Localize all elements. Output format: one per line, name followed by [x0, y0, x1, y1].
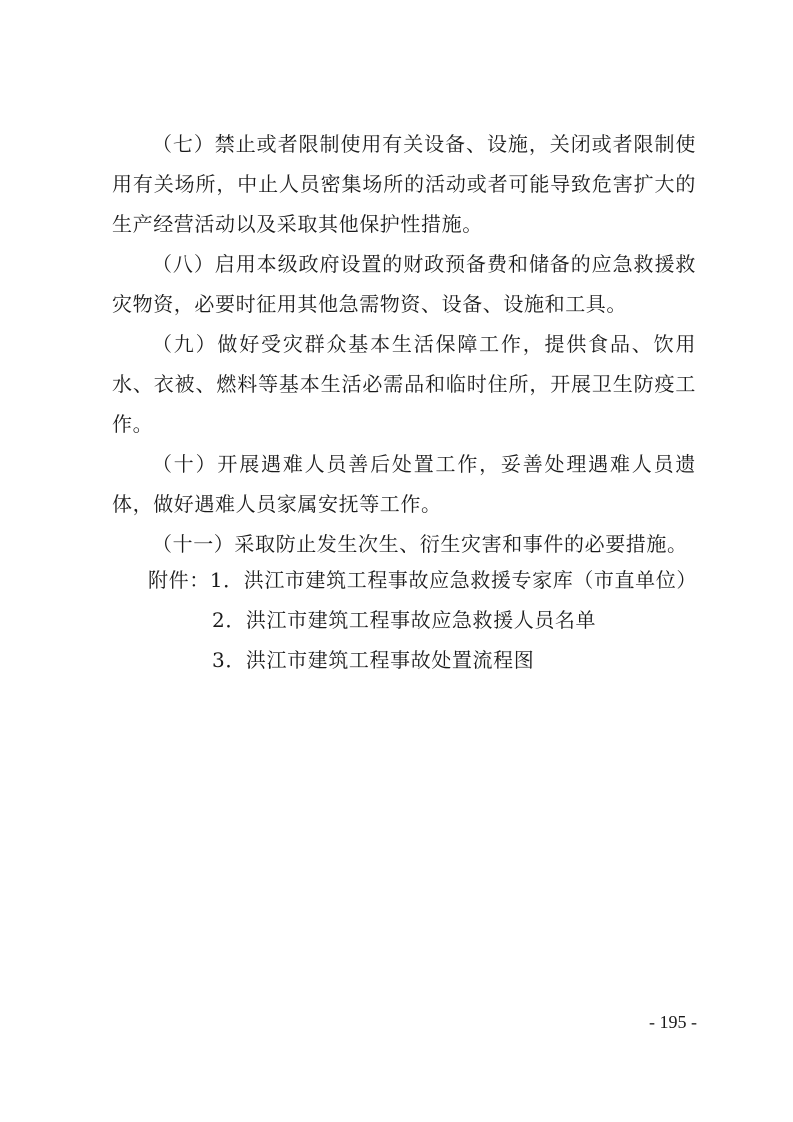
body-text: [112, 124, 696, 564]
paragraph-8: （八）启用本级政府设置的财政预备费和储备的应急救援救灾物资，必要时征用其他急需物资、设备、设施和工具。: [112, 252, 696, 316]
page-number: - 195 -: [649, 1012, 697, 1032]
paragraph-7: （七）禁止或者限制使用有关设备、设施，关闭或者限制使用有关场所，中止人员密集场所的活动或者可能导致危害扩大的生产经营活动以及采取其他保护性措施。: [112, 132, 696, 236]
attachment-item-1-text: 1．洪江市建筑工程事故应急救援专家库（市直单位）: [209, 568, 697, 592]
paragraph-9: （九）做好受灾群众基本生活保障工作，提供食品、饮用水、衣被、燃料等基本生活必需品和临时住所，开展卫生防疫工作。: [112, 332, 696, 436]
attachment-list: [148, 560, 708, 680]
attachment-label: 附件：: [148, 568, 210, 592]
attachment-item-2: 2．洪江市建筑工程事故应急救援人员名单: [212, 608, 597, 632]
attachment-item-1: [148, 560, 708, 600]
paragraph-10: （十）开展遇难人员善后处置工作，妥善处理遇难人员遗体，做好遇难人员家属安抚等工作。: [112, 452, 696, 516]
paragraph-11: （十一）采取防止发生次生、衍生灾害和事件的必要措施。: [152, 532, 688, 556]
attachment-item-3: 3．洪江市建筑工程事故处置流程图: [212, 648, 535, 672]
